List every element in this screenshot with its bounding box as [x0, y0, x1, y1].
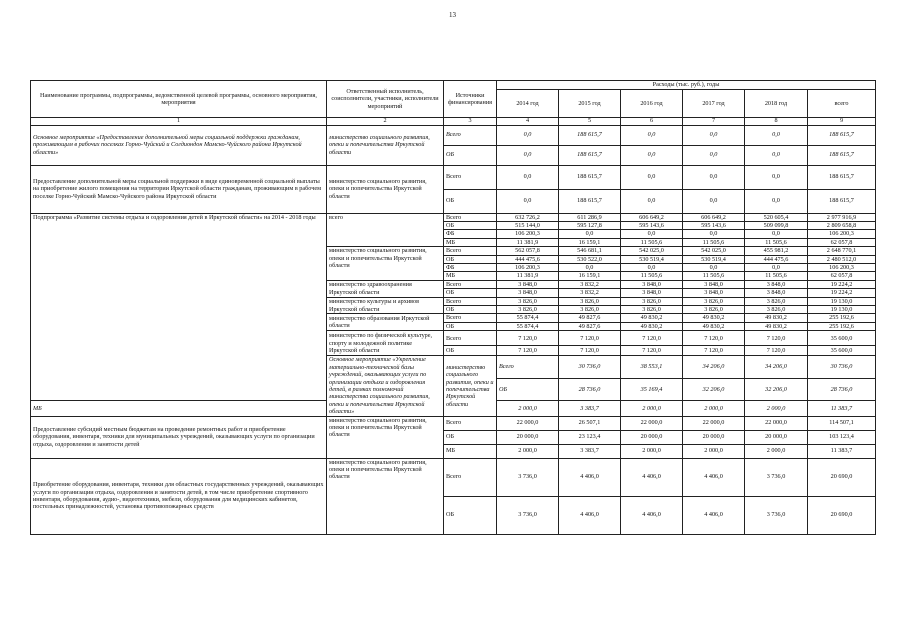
source: ОБ [444, 145, 497, 165]
value-cell: 3 832,2 [559, 289, 621, 297]
source: Всего [444, 331, 497, 346]
source: ОБ [444, 322, 497, 330]
value-cell: 188 615,7 [559, 165, 621, 189]
value-cell: 3 383,7 [559, 444, 621, 458]
value-cell: 7 120,0 [559, 331, 621, 346]
value-cell: 0,0 [683, 125, 745, 145]
value-cell: 3 848,0 [683, 289, 745, 297]
value-cell: 106 200,3 [808, 230, 876, 238]
executor: министерство социального развития, опеки и попечительства Иркутской области [327, 247, 444, 281]
column-index-row [31, 118, 876, 126]
source: ОБ [444, 255, 497, 263]
table-row [31, 213, 876, 221]
value-cell: 0,0 [745, 165, 808, 189]
source: Всего [444, 125, 497, 145]
value-cell: 2 000,0 [683, 401, 745, 416]
executor: министерство здравоохранения Иркутской области [327, 280, 444, 297]
value-cell: 0,0 [683, 189, 745, 213]
header-year: 2015 год [559, 90, 621, 118]
value-cell: 114 507,1 [808, 416, 876, 430]
header-year: 2018 год [745, 90, 808, 118]
table-row [31, 416, 876, 430]
value-cell: 0,0 [497, 189, 559, 213]
value-cell: 4 406,0 [559, 458, 621, 496]
value-cell: 106 200,3 [497, 264, 559, 272]
value-cell: 3 736,0 [497, 458, 559, 496]
executor: министерство социального развития, опеки и попечительства Иркутской области [327, 458, 444, 534]
source: Всего [444, 165, 497, 189]
source: ОБ [444, 496, 497, 534]
value-cell: 20 690,0 [808, 458, 876, 496]
value-cell: 20 000,0 [745, 430, 808, 444]
value-cell: 28 736,0 [808, 378, 876, 401]
value-cell: 0,0 [745, 230, 808, 238]
value-cell: 7 120,0 [621, 346, 683, 356]
value-cell: 0,0 [621, 264, 683, 272]
value-cell: 542 025,0 [621, 247, 683, 255]
value-cell: 530 519,4 [621, 255, 683, 263]
source: МБ [444, 444, 497, 458]
value-cell: 0,0 [497, 145, 559, 165]
source: ОБ [444, 430, 497, 444]
value-cell: 103 123,4 [808, 430, 876, 444]
table-row [31, 165, 876, 189]
value-cell: 188 615,7 [808, 189, 876, 213]
value-cell: 3 736,0 [497, 496, 559, 534]
value-cell: 2 000,0 [745, 401, 808, 416]
value-cell: 3 848,0 [497, 289, 559, 297]
value-cell: 3 848,0 [683, 280, 745, 288]
value-cell: 188 615,7 [808, 165, 876, 189]
value-cell: 20 000,0 [621, 430, 683, 444]
value-cell: 0,0 [683, 165, 745, 189]
value-cell: 255 192,6 [808, 314, 876, 322]
value-cell: 30 736,0 [808, 356, 876, 379]
value-cell: 7 120,0 [497, 346, 559, 356]
value-cell: 2 480 512,0 [808, 255, 876, 263]
value-cell: 3 826,0 [745, 306, 808, 314]
executor: министерство образования Иркутской области [327, 314, 444, 331]
value-cell: 188 615,7 [559, 189, 621, 213]
value-cell: 32 206,0 [745, 378, 808, 401]
value-cell: 62 057,8 [808, 272, 876, 280]
value-cell: 38 553,1 [621, 356, 683, 379]
value-cell: 0,0 [745, 125, 808, 145]
page-number: 13 [449, 11, 456, 19]
value-cell: 595 143,6 [683, 222, 745, 230]
value-cell: 32 206,0 [683, 378, 745, 401]
value-cell: 2 000,0 [621, 444, 683, 458]
value-cell: 3 848,0 [745, 280, 808, 288]
value-cell: 11 381,9 [497, 272, 559, 280]
value-cell: 4 406,0 [621, 496, 683, 534]
value-cell: 3 383,7 [559, 401, 621, 416]
value-cell: 606 649,2 [621, 213, 683, 221]
value-cell: 35 600,0 [808, 331, 876, 346]
value-cell: 188 615,7 [808, 145, 876, 165]
value-cell: 188 615,7 [808, 125, 876, 145]
activity-name: Основное мероприятие «Укрепление материально-технической базы учреждений, оказывающих услуги по организации отдыха и оздоровления детей, в рамках полномочий министерства социального развития, опеки и попечительства Иркутской области» [327, 356, 444, 416]
value-cell: 3 826,0 [683, 297, 745, 305]
value-cell: 7 120,0 [683, 346, 745, 356]
value-cell: 28 736,0 [559, 378, 621, 401]
value-cell: 562 057,8 [497, 247, 559, 255]
column-index: 4 [497, 118, 559, 126]
column-index: 5 [559, 118, 621, 126]
value-cell: 595 127,8 [559, 222, 621, 230]
value-cell: 611 286,9 [559, 213, 621, 221]
value-cell: 0,0 [621, 165, 683, 189]
value-cell: 3 826,0 [559, 297, 621, 305]
value-cell: 20 000,0 [497, 430, 559, 444]
value-cell: 22 000,0 [621, 416, 683, 430]
value-cell: 0,0 [683, 264, 745, 272]
header-total: всего [808, 90, 876, 118]
source: Всего [444, 297, 497, 305]
source: ОБ [444, 306, 497, 314]
value-cell: 55 874,4 [497, 322, 559, 330]
value-cell: 49 830,2 [621, 314, 683, 322]
budget-table [30, 80, 876, 535]
column-index: 7 [683, 118, 745, 126]
value-cell: 7 120,0 [745, 346, 808, 356]
value-cell: 0,0 [559, 264, 621, 272]
value-cell: 3 826,0 [745, 297, 808, 305]
value-cell: 19 224,2 [808, 289, 876, 297]
value-cell: 509 099,8 [745, 222, 808, 230]
value-cell: 62 057,8 [808, 238, 876, 246]
value-cell: 2 000,0 [621, 401, 683, 416]
value-cell: 455 981,2 [745, 247, 808, 255]
value-cell: 0,0 [745, 264, 808, 272]
source: ФБ [444, 264, 497, 272]
source: Всего [444, 314, 497, 322]
value-cell: 188 615,7 [559, 145, 621, 165]
value-cell: 0,0 [621, 145, 683, 165]
source: Всего [444, 458, 497, 496]
value-cell: 0,0 [621, 189, 683, 213]
value-cell: 3 848,0 [497, 280, 559, 288]
value-cell: 55 874,4 [497, 314, 559, 322]
value-cell: 530 522,0 [559, 255, 621, 263]
activity-name: Предоставление субсидий местным бюджетам на проведение ремонтных работ и приобретение оборудования, инвентаря, техники для муниципальных учреждений, оказывающих услуги по организации отдыха, оздоровления и занятости детей [31, 416, 327, 458]
value-cell: 515 144,0 [497, 222, 559, 230]
table-header [31, 81, 876, 126]
source: ОБ [444, 346, 497, 356]
value-cell: 49 830,2 [621, 322, 683, 330]
value-cell: 19 130,0 [808, 297, 876, 305]
value-cell: 34 206,0 [683, 356, 745, 379]
header-year: 2014 год [497, 90, 559, 118]
value-cell: 7 120,0 [683, 331, 745, 346]
value-cell: 0,0 [745, 189, 808, 213]
value-cell: 49 827,6 [559, 322, 621, 330]
column-index: 9 [808, 118, 876, 126]
subprogram-name: Подпрограмма «Развитие системы отдыха и оздоровления детей в Иркутской области» на 2014 - 2018 годы [31, 213, 327, 401]
value-cell: 4 406,0 [621, 458, 683, 496]
header-year: 2016 год [621, 90, 683, 118]
value-cell: 22 000,0 [745, 416, 808, 430]
value-cell: 106 200,3 [497, 230, 559, 238]
value-cell: 3 826,0 [497, 297, 559, 305]
value-cell: 11 505,6 [683, 238, 745, 246]
value-cell: 7 120,0 [497, 331, 559, 346]
value-cell: 632 726,2 [497, 213, 559, 221]
column-index: 8 [745, 118, 808, 126]
executor: министерство социального развития, опеки и попечительства Иркутской области [327, 125, 444, 165]
value-cell: 11 381,9 [497, 238, 559, 246]
value-cell: 3 826,0 [559, 306, 621, 314]
header-expenses: Расходы (тыс. руб.), годы [497, 81, 876, 90]
value-cell: 0,0 [683, 145, 745, 165]
value-cell: 3 826,0 [621, 306, 683, 314]
value-cell: 11 383,7 [808, 444, 876, 458]
table-row [31, 125, 876, 145]
value-cell: 0,0 [559, 230, 621, 238]
value-cell: 255 192,6 [808, 322, 876, 330]
value-cell: 22 000,0 [683, 416, 745, 430]
value-cell: 595 143,6 [621, 222, 683, 230]
value-cell: 16 159,1 [559, 238, 621, 246]
value-cell: 34 206,0 [745, 356, 808, 379]
activity-name: Предоставление дополнительной меры социальной поддержки в виде единовременной социальной выплаты на приобретение жилого помещения на территории Иркутской области гражданам, проживающим в рабочем поселке Горно-Чуйский Мамско-Чуйского района Иркутской области [31, 165, 327, 213]
value-cell: 3 736,0 [745, 458, 808, 496]
value-cell: 2 977 916,9 [808, 213, 876, 221]
header-year: 2017 год [683, 90, 745, 118]
value-cell: 2 000,0 [497, 444, 559, 458]
table-row [31, 458, 876, 496]
value-cell: 3 826,0 [683, 306, 745, 314]
value-cell: 11 505,6 [621, 272, 683, 280]
column-index: 6 [621, 118, 683, 126]
value-cell: 0,0 [621, 230, 683, 238]
source: ОБ [444, 289, 497, 297]
source: Всего [497, 356, 559, 379]
value-cell: 7 120,0 [621, 331, 683, 346]
value-cell: 0,0 [745, 145, 808, 165]
value-cell: 30 736,0 [559, 356, 621, 379]
value-cell: 20 690,0 [808, 496, 876, 534]
value-cell: 49 827,6 [559, 314, 621, 322]
executor: министерство социального развития, опеки и попечительства Иркутской области [327, 165, 444, 213]
value-cell: 3 736,0 [745, 496, 808, 534]
value-cell: 49 830,2 [683, 322, 745, 330]
value-cell: 106 200,3 [808, 264, 876, 272]
value-cell: 26 507,1 [559, 416, 621, 430]
value-cell: 11 505,6 [745, 272, 808, 280]
value-cell: 49 830,2 [745, 314, 808, 322]
value-cell: 19 130,0 [808, 306, 876, 314]
source: Всего [444, 213, 497, 221]
value-cell: 35 600,0 [808, 346, 876, 356]
header-name: Наименование программы, подпрограммы, ведомственной целевой программы, основного мероприятия, мероприятия [31, 81, 327, 118]
value-cell: 49 830,2 [683, 314, 745, 322]
value-cell: 3 826,0 [497, 306, 559, 314]
value-cell: 7 120,0 [559, 346, 621, 356]
value-cell: 7 120,0 [745, 331, 808, 346]
value-cell: 0,0 [497, 125, 559, 145]
value-cell: 0,0 [621, 125, 683, 145]
value-cell: 444 475,6 [497, 255, 559, 263]
executor: министерство социального развития, опеки и попечительства Иркутской области [327, 416, 444, 458]
executor: всего [327, 213, 444, 247]
value-cell: 4 406,0 [683, 458, 745, 496]
value-cell: 3 832,2 [559, 280, 621, 288]
header-executor: Ответственный исполнитель, соисполнители, участники, исполнители мероприятий [327, 81, 444, 118]
value-cell: 11 505,6 [745, 238, 808, 246]
value-cell: 3 826,0 [621, 297, 683, 305]
source: Всего [444, 416, 497, 430]
value-cell: 4 406,0 [683, 496, 745, 534]
value-cell: 2 000,0 [683, 444, 745, 458]
value-cell: 23 123,4 [559, 430, 621, 444]
column-index: 1 [31, 118, 327, 126]
executor: министерство по физической культуре, спорту и молодежной политике Иркутской области [327, 331, 444, 356]
activity-name: Основное мероприятие «Предоставление дополнительной меры социальной поддержки гражданам, проживающим в рабочих поселках Горно-Чуйский и Согдиондон Мамско-Чуйского района Иркутской области» [31, 125, 327, 165]
value-cell: 606 649,2 [683, 213, 745, 221]
value-cell: 49 830,2 [745, 322, 808, 330]
value-cell: 3 848,0 [745, 289, 808, 297]
value-cell: 444 475,6 [745, 255, 808, 263]
source: ОБ [444, 222, 497, 230]
column-index: 2 [327, 118, 444, 126]
source: Всего [444, 280, 497, 288]
value-cell: 546 681,1 [559, 247, 621, 255]
value-cell: 2 809 658,8 [808, 222, 876, 230]
value-cell: 542 025,0 [683, 247, 745, 255]
value-cell: 2 000,0 [745, 444, 808, 458]
value-cell: 530 519,4 [683, 255, 745, 263]
source: Всего [444, 247, 497, 255]
value-cell: 520 605,4 [745, 213, 808, 221]
value-cell: 11 505,6 [683, 272, 745, 280]
value-cell: 3 848,0 [621, 280, 683, 288]
value-cell: 188 615,7 [559, 125, 621, 145]
value-cell: 11 505,6 [621, 238, 683, 246]
value-cell: 11 383,7 [808, 401, 876, 416]
column-index: 3 [444, 118, 497, 126]
value-cell: 2 648 770,1 [808, 247, 876, 255]
value-cell: 20 000,0 [683, 430, 745, 444]
value-cell: 0,0 [497, 165, 559, 189]
source: МБ [444, 238, 497, 246]
source: ОБ [497, 378, 559, 401]
activity-name: Приобретение оборудования, инвентаря, техники для областных государственных учреждений, оказывающих услуги по организации отдыха, оздоровления и занятости детей, в том числе приобретение спортивного инвентаря, оборудования, аудио-, видеотехники, мебели, оборудования для медицинских кабинетов, постельных принадлежностей, установка противопожарных средств [31, 458, 327, 534]
header-source: Источники финансирования [444, 81, 497, 118]
value-cell: 2 000,0 [497, 401, 559, 416]
value-cell: 19 224,2 [808, 280, 876, 288]
source: МБ [31, 401, 327, 416]
source: МБ [444, 272, 497, 280]
value-cell: 22 000,0 [497, 416, 559, 430]
source: ОБ [444, 189, 497, 213]
value-cell: 16 159,1 [559, 272, 621, 280]
value-cell: 4 406,0 [559, 496, 621, 534]
value-cell: 3 848,0 [621, 289, 683, 297]
value-cell: 35 169,4 [621, 378, 683, 401]
source: ФБ [444, 230, 497, 238]
executor: министерство культуры и архивов Иркутской области [327, 297, 444, 314]
value-cell: 0,0 [683, 230, 745, 238]
executor: министерство социального развития, опеки и попечительства Иркутской области [444, 356, 497, 416]
